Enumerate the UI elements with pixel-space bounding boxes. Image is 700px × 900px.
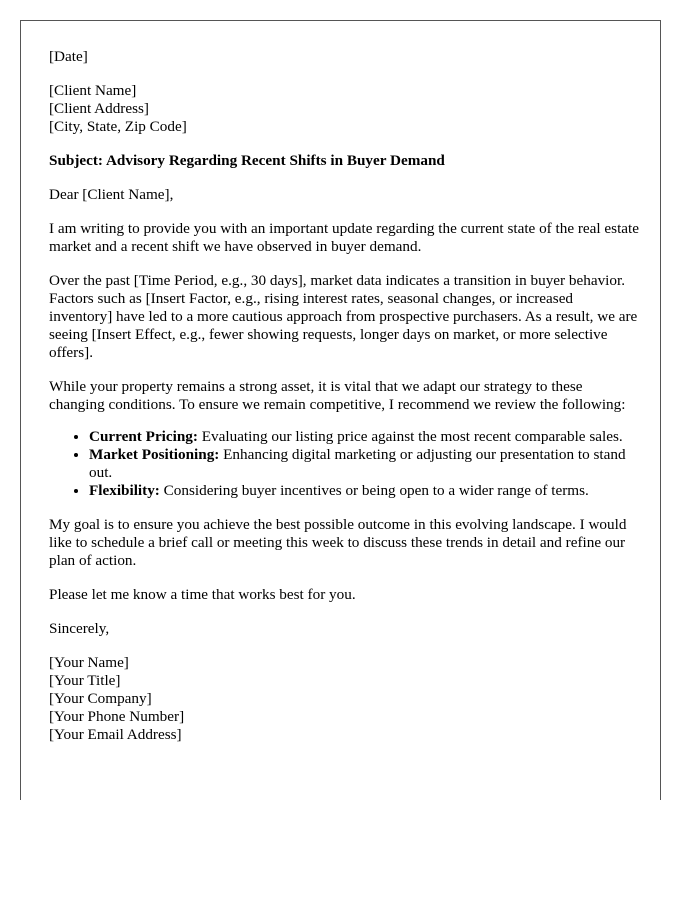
list-item [89,482,639,500]
paragraph-intro: I am writing to provide you with an important update regarding the current state of the real estate market and a recent shift we have observed in buyer demand. [49,220,640,255]
sender-company: [Your Company] [49,690,152,707]
recommendations-list [49,428,639,500]
signature-block [49,654,639,744]
paragraph-strategy: While your property remains a strong asset, it is vital that we adapt our strategy to these changing conditions. To ensure we remain competitive, I recommend we review the following: [49,378,626,413]
signoff: Sincerely, [49,620,110,637]
client-address: [Client Address] [49,100,149,117]
list-item [89,446,639,482]
list-item-term: Market Positioning: [89,446,220,463]
list-item-text: Considering buyer incentives or being open to a wider range of terms. [159,482,589,499]
client-city-state-zip: [City, State, Zip Code] [49,118,187,135]
letter-body [49,48,639,744]
client-name: [Client Name] [49,82,137,99]
paragraph-request: Please let me know a time that works best for you. [49,586,356,603]
list-item-term: Flexibility: [89,482,160,499]
paragraph-market-data: Over the past [Time Period, e.g., 30 days], market data indicates a transition in buyer behavior. Factors such as [Insert Factor, e.g., rising interest rates, seasonal changes, or increased inventory] have led to a more cautious approach from prospective purchasers. As a result, we are seeing [Insert Effect, e.g., fewer showing requests, longer days on market, or more selective offers]. [49,272,638,361]
sender-phone: [Your Phone Number] [49,708,185,725]
sender-email: [Your Email Address] [49,726,182,743]
sender-title: [Your Title] [49,672,121,689]
list-item [89,428,639,446]
letter-subject: Subject: Advisory Regarding Recent Shifts in Buyer Demand [49,152,445,169]
list-item-text: Evaluating our listing price against the most recent comparable sales. [197,428,623,445]
sender-name: [Your Name] [49,654,129,671]
list-item-text: Enhancing digital marketing or adjusting our presentation to stand out. [89,446,626,481]
letter-page [20,20,661,800]
paragraph-goal: My goal is to ensure you achieve the best possible outcome in this evolving landscape. I would like to schedule a brief call or meeting this week to discuss these trends in detail and refine our plan of action. [49,516,627,569]
salutation: Dear [Client Name], [49,186,174,203]
client-address-block [49,82,639,136]
letter-date: [Date] [49,48,88,65]
list-item-term: Current Pricing: [89,428,198,445]
